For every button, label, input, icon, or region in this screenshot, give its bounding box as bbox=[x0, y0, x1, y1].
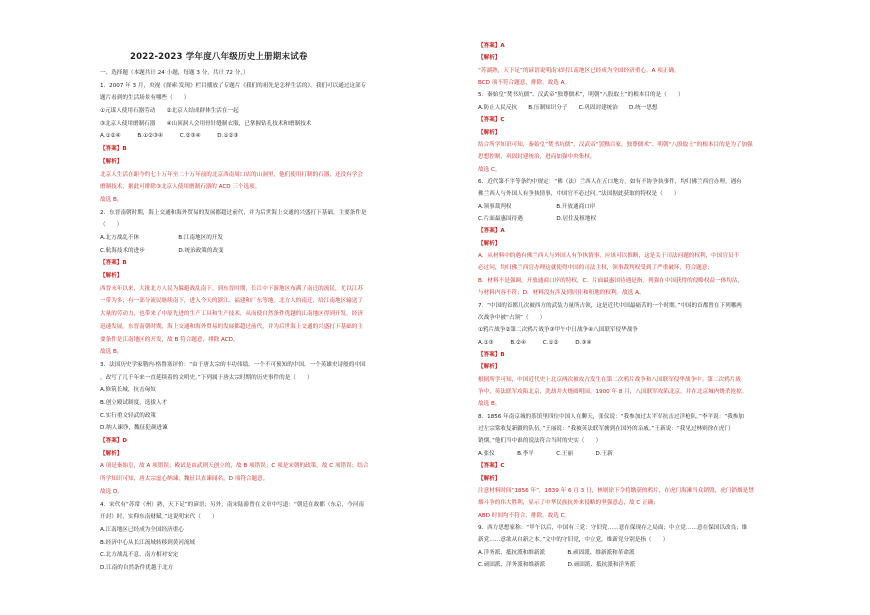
text-line: 【答案】B bbox=[100, 260, 127, 267]
text-line: 【答案】C bbox=[478, 463, 505, 470]
text-line: ①元谋人使用石器劳动 ②北京人结成群体生活在一起 bbox=[100, 108, 239, 115]
text-line: 3．法国历史学家勒内·格鲁塞评价：“由于唐太宗的丰功伟绩，一个不可预知的中国，一个英雄史诗般的中国 bbox=[100, 361, 366, 368]
text-line: “苏湖熟，天下足”的谚语说明南宋时江南地区已经成为全国经济重心。A 项正确。 bbox=[478, 67, 680, 74]
text-line: 磨制技术，据此可排除③北京人使用磨制石器的 ACD 三个选项。 bbox=[100, 184, 261, 191]
page-title: 2022-2023 学年度八年级历史上册期末试卷 bbox=[130, 52, 308, 62]
text-line: 6．近代第不平等条约中规定：“佛（法）兰西人在五口地方，如有不协争执事件，均归佛兰西官办理。遇有 bbox=[478, 178, 742, 185]
text-line: ①鸦片战争②第二次鸦片战争③甲午中日战争④八国联军侵华战争 bbox=[478, 327, 638, 334]
text-line: 1．2007 年 3 月，央视《探索·发现》栏目播放了专题片《我们的祖先是怎样生活的》。我们可以通过这部专 bbox=[100, 82, 367, 89]
text-line: 4．宋代有“苏常（州）熟，天下足”的谚语；另外，南宋陆游曾在文章中写道：“朝廷在故都（东京，今河南 bbox=[100, 501, 364, 508]
text-line: ③北京人使用磨制石器 ④山顶洞人会用骨针缝制衣服，已掌握钻孔技术和磨制技术 bbox=[100, 120, 312, 127]
text-line: A.防止人民反抗 B.压制知识分子 C.巩固封建统治 D.统一思想 bbox=[478, 104, 658, 111]
text-line: 【答案】A bbox=[478, 228, 505, 235]
text-line: ABD 时间均不符合，排除。故选 C。 bbox=[478, 512, 571, 519]
text-line: C.片面最惠国待遇 D.居住及租地权 bbox=[478, 216, 597, 222]
text-line: 故选 B。 bbox=[100, 196, 123, 203]
text-line: A.①③ B.②④ C.①② D.③④ bbox=[478, 339, 592, 346]
text-line: A.①②④ B.①②③④ C.②③④ D.①②③ bbox=[100, 133, 239, 140]
text-line: 7．“中国的首都几次被西方的武装力量所占领，这是近代中国最痛苦的一个时期。”中国的首都曾在下列哪两 bbox=[478, 302, 742, 309]
text-line: 故选 B。 bbox=[100, 349, 123, 356]
text-line: A.修筑长城，抗击匈奴 bbox=[100, 387, 156, 394]
text-line: C.北方战乱不息，南方相对安定 bbox=[100, 552, 179, 559]
text-line: 必过问，均归佛兰西官办理这就使得中国的司法主权，领事裁判权受到了严重破坏，符合题意； bbox=[478, 265, 713, 272]
text-line: C.实行重文轻武的政策 bbox=[100, 412, 157, 419]
text-line: 新党……意欲从自新之本。”文中的守旧党，中立党，维新党分别是指（ ） bbox=[478, 537, 669, 544]
text-line: A 项是秦始皇，故 A 项错误；殿试是由武则天创立的，故 B 项错误；C 项是宋朝的政策，故 C 项错误；结合 bbox=[100, 463, 369, 470]
text-line: B．材料不是强调，开放通商口岸的特权，C．片面最惠国待遇是指，列强在中国获得的侵略权益一体均沾， bbox=[478, 277, 744, 284]
text-line: 【答案】C bbox=[478, 117, 505, 124]
text-line: 5．秦始皇“焚书坑儒”、汉武帝“独尊儒术”，明朝“八股取士”的根本目的是（ ） bbox=[478, 92, 684, 99]
text-line: BCD 项不符合题意，排除。故选 A。 bbox=[478, 80, 571, 87]
text-line: C.顽固派、洋务派和维新派 D.顽固派、抵抗派和洋务派 bbox=[478, 562, 636, 568]
text-line: 8．1856 年南京城的茶馆里四位中国人在聊天，张仪说：“我参加过太平军抗击过洋枪队。”李平说：“我参加 bbox=[478, 413, 744, 420]
text-line: ，改写了几千年来一直延续着的文明史。”下列属于唐太宗时期的历史事件的是（ ） bbox=[100, 374, 313, 381]
text-line: 2．东晋南朝时期，海上交通和海外贸易的发展都超过前代，并为后世海上交通的兴盛打下基础。主要条件是 bbox=[100, 209, 367, 216]
text-line: 一带为多；有一部分流民继续南下，进入今天的浙江、福建和广东等地。北方人的南迁，给江南地区输送了 bbox=[100, 298, 363, 305]
text-line: 【答案】B bbox=[478, 351, 505, 358]
text-line: 【解析】 bbox=[478, 240, 501, 247]
text-line: 根据所学可知，中国近代史上北京两次被攻占发生在第二次鸦片战争和八国联军侵华战争中。第二次鸦片战 bbox=[478, 376, 741, 383]
text-line: 【解析】 bbox=[478, 364, 501, 371]
text-line: 【解析】 bbox=[478, 129, 501, 136]
text-line: 争中，英法联军攻陷北京，洗劫并火烧圆明园。1900 年 8 月，八国联军攻陷北京，并在北京城内烧杀抢掠。 bbox=[478, 389, 748, 395]
text-line: 【解析】 bbox=[478, 55, 501, 62]
text-line: 要条件是江南地区的开发，故 B 符合题意，排除 ACD。 bbox=[100, 336, 239, 343]
text-line: 开封）时，实仰东南财赋。”这说明宋代（ ） bbox=[100, 514, 218, 521]
text-line: 故选 D。 bbox=[100, 488, 123, 495]
text-line: 【答案】B bbox=[100, 146, 127, 153]
text-line: 过左宗棠收复新疆的队伍。”王丽说：“我被英法联军掳到在国外的亲戚。”王新说：“我见过林则徐在虎门 bbox=[478, 426, 731, 433]
text-line: 大量的劳动力，也带来了中原先进的生产工具和生产技术，从而使自然条件优越的江南地区得到开发，经济 bbox=[100, 311, 363, 318]
text-line: A.北方战乱不休 B.江南地区的开发 bbox=[100, 235, 223, 241]
text-line: 与材料内容不符；D．材料没有涉及到居住和租地的权利。故选 A。 bbox=[478, 290, 645, 297]
text-line: 【解析】 bbox=[100, 450, 123, 457]
text-line: 思想控制，巩固封建统治，进而加强中央集权。 bbox=[478, 154, 596, 161]
text-line: 【解析】 bbox=[100, 273, 123, 280]
text-line: 故选 B。 bbox=[478, 401, 501, 408]
text-line: 9．西方思想家称：“甲午以后，中国有三党：守旧党……意在保现存之局面；中立党……意在保国以改良；维 bbox=[478, 524, 748, 531]
text-line: A．从材料中的遇有佛兰西人与外国人有争执情事，应该可以推断，这是关于司法问题的权利，中国官员不 bbox=[478, 253, 740, 260]
text-line: 题片看到的生活场景有哪些（ ） bbox=[100, 95, 190, 102]
text-line: 次战争中被“占领”（ ） bbox=[478, 314, 546, 321]
text-line: B.经济中心从长江流域转移到黄河流域 bbox=[100, 539, 196, 546]
text-line: 所学知识可知，唐太宗虚心纳谏，魏征以直谏闻名，D 项符合题意。 bbox=[100, 476, 269, 483]
text-line: 结合所学知识可知，秦始皇“焚书坑儒”、汉武帝“罢黜百家，独尊儒术”、明朝“八股取士”的根本目的是为了加强 bbox=[478, 141, 753, 148]
text-line: 【解析】 bbox=[478, 475, 501, 482]
text-line: A.洋务派、抵抗派和维新派 B.顽固派、维新派和革命派 bbox=[478, 549, 635, 556]
text-line: 【答案】A bbox=[478, 43, 505, 49]
text-line: 故选 C。 bbox=[478, 166, 501, 173]
text-line: 烟斗争的伟大胜利，显示了中华民族抗外来侵略的坚强意志，故 C 正确； bbox=[478, 500, 659, 507]
text-line: 注意材料时间“1856 年”，1839 年 6 月 3 日，林则徐下令将缴获的鸦片，在虎门海滩当众销毁，虎门销烟是禁 bbox=[478, 487, 754, 494]
text-line: 北京人生活在距今约七十万年至二十万年前的北京西南周口店的山洞里，他们使用打制的石器，还没有学会 bbox=[100, 171, 363, 178]
text-line: B.创立殿试制度，选拔人才 bbox=[100, 400, 168, 406]
text-line: A.张仪 B.李平 C.王丽 D.王新 bbox=[478, 450, 613, 457]
text-line: 西晋末年以来，大批北方人民为躲避战乱南下。到东晋时期，长江中下游地区布满了南迁的流民，尤以江苏 bbox=[100, 285, 363, 292]
text-line: 【答案】D bbox=[100, 438, 128, 445]
text-line: D.纳人谏诤，魏征犯颜进谏 bbox=[100, 425, 168, 432]
text-line: 销烟。”他们当中谁的说法符合当时的史实（ ） bbox=[478, 438, 602, 445]
text-line: D.江南的自然条件优越于北方 bbox=[100, 565, 174, 571]
text-line: A.领事裁判权 B.开放通商口岸 bbox=[478, 203, 596, 210]
text-line: 佛兰西人与外国人有争执情事，中国官不必过问。”法国据此获取的特权是（ ） bbox=[478, 191, 680, 198]
text-line: C.航海技术的进步 D.统治政策的改变 bbox=[100, 247, 224, 254]
text-line: （ ） bbox=[100, 222, 123, 229]
text-line: A.江南地区已经成为全国经济重心 bbox=[100, 526, 184, 533]
text-line: 【解析】 bbox=[100, 158, 123, 165]
text-line: 一、选择题（本题共计 24 小题，每题 3 分，共计 72 分，） bbox=[100, 70, 249, 76]
text-line: 迅速发展。东晋南朝时期，海上交通和海外贸易的发展都超过前代，并为后世海上交通的兴盛打下基础的主 bbox=[100, 323, 363, 330]
